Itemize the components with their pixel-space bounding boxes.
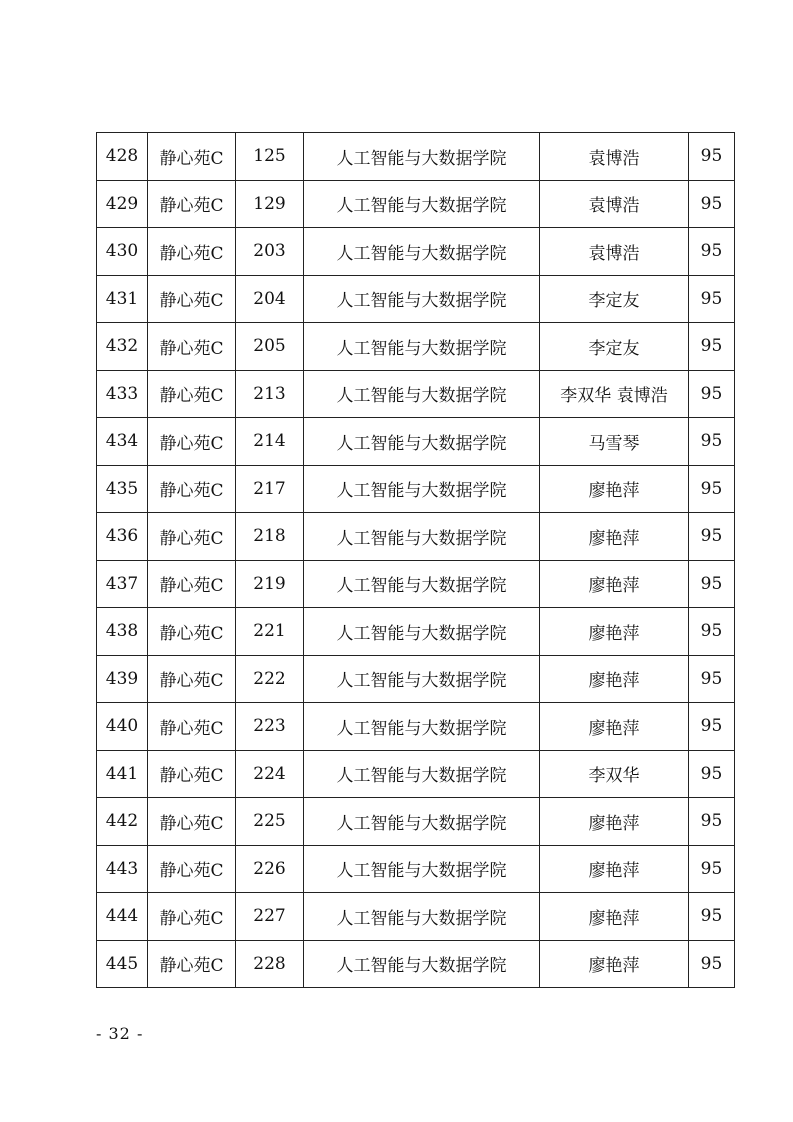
- college-cell: 人工智能与大数据学院: [304, 798, 540, 846]
- table-row: [97, 845, 735, 893]
- building-cell: 静心苑C: [148, 133, 236, 181]
- table-row: [97, 893, 735, 941]
- building-cell: 静心苑C: [148, 655, 236, 703]
- table-row: [97, 418, 735, 466]
- college-cell: 人工智能与大数据学院: [304, 180, 540, 228]
- college-cell: 人工智能与大数据学院: [304, 133, 540, 181]
- table-body: [97, 133, 735, 988]
- table-row: [97, 655, 735, 703]
- counselor-cell: 廖艳萍: [540, 893, 689, 941]
- score-cell: 95: [689, 893, 735, 941]
- table-row: [97, 940, 735, 988]
- score-cell: 95: [689, 418, 735, 466]
- college-cell: 人工智能与大数据学院: [304, 750, 540, 798]
- building-cell: 静心苑C: [148, 228, 236, 276]
- building-cell: 静心苑C: [148, 560, 236, 608]
- score-cell: 95: [689, 370, 735, 418]
- score-cell: 95: [689, 750, 735, 798]
- table-row: [97, 323, 735, 371]
- counselor-cell: 廖艳萍: [540, 845, 689, 893]
- score-cell: 95: [689, 133, 735, 181]
- row-number-cell: 440: [97, 703, 148, 751]
- counselor-cell: 廖艳萍: [540, 608, 689, 656]
- counselor-cell: 袁博浩: [540, 228, 689, 276]
- counselor-cell: 廖艳萍: [540, 798, 689, 846]
- room-number-cell: 219: [236, 560, 304, 608]
- building-cell: 静心苑C: [148, 798, 236, 846]
- score-cell: 95: [689, 323, 735, 371]
- row-number-cell: 434: [97, 418, 148, 466]
- building-cell: 静心苑C: [148, 513, 236, 561]
- row-number-cell: 444: [97, 893, 148, 941]
- room-number-cell: 223: [236, 703, 304, 751]
- building-cell: 静心苑C: [148, 940, 236, 988]
- room-number-cell: 225: [236, 798, 304, 846]
- counselor-cell: 马雪琴: [540, 418, 689, 466]
- row-number-cell: 437: [97, 560, 148, 608]
- counselor-cell: 李定友: [540, 323, 689, 371]
- table-row: [97, 703, 735, 751]
- row-number-cell: 438: [97, 608, 148, 656]
- building-cell: 静心苑C: [148, 893, 236, 941]
- room-number-cell: 204: [236, 275, 304, 323]
- table-row: [97, 798, 735, 846]
- building-cell: 静心苑C: [148, 323, 236, 371]
- room-number-cell: 129: [236, 180, 304, 228]
- row-number-cell: 442: [97, 798, 148, 846]
- table-row: [97, 180, 735, 228]
- score-cell: 95: [689, 655, 735, 703]
- row-number-cell: 436: [97, 513, 148, 561]
- score-cell: 95: [689, 845, 735, 893]
- room-number-cell: 214: [236, 418, 304, 466]
- college-cell: 人工智能与大数据学院: [304, 275, 540, 323]
- college-cell: 人工智能与大数据学院: [304, 608, 540, 656]
- room-number-cell: 205: [236, 323, 304, 371]
- page-number: - 32 -: [96, 1024, 144, 1043]
- row-number-cell: 441: [97, 750, 148, 798]
- row-number-cell: 445: [97, 940, 148, 988]
- college-cell: 人工智能与大数据学院: [304, 465, 540, 513]
- table-row: [97, 750, 735, 798]
- college-cell: 人工智能与大数据学院: [304, 228, 540, 276]
- building-cell: 静心苑C: [148, 465, 236, 513]
- room-number-cell: 228: [236, 940, 304, 988]
- college-cell: 人工智能与大数据学院: [304, 323, 540, 371]
- row-number-cell: 439: [97, 655, 148, 703]
- college-cell: 人工智能与大数据学院: [304, 418, 540, 466]
- dormitory-score-table: [96, 132, 735, 988]
- score-cell: 95: [689, 560, 735, 608]
- score-cell: 95: [689, 940, 735, 988]
- score-cell: 95: [689, 608, 735, 656]
- room-number-cell: 222: [236, 655, 304, 703]
- score-cell: 95: [689, 513, 735, 561]
- room-number-cell: 125: [236, 133, 304, 181]
- table-row: [97, 370, 735, 418]
- row-number-cell: 431: [97, 275, 148, 323]
- counselor-cell: 廖艳萍: [540, 940, 689, 988]
- score-cell: 95: [689, 228, 735, 276]
- building-cell: 静心苑C: [148, 845, 236, 893]
- counselor-cell: 袁博浩: [540, 133, 689, 181]
- building-cell: 静心苑C: [148, 370, 236, 418]
- room-number-cell: 217: [236, 465, 304, 513]
- counselor-cell: 李定友: [540, 275, 689, 323]
- building-cell: 静心苑C: [148, 750, 236, 798]
- building-cell: 静心苑C: [148, 608, 236, 656]
- row-number-cell: 443: [97, 845, 148, 893]
- score-cell: 95: [689, 703, 735, 751]
- room-number-cell: 221: [236, 608, 304, 656]
- score-cell: 95: [689, 180, 735, 228]
- room-number-cell: 218: [236, 513, 304, 561]
- row-number-cell: 433: [97, 370, 148, 418]
- college-cell: 人工智能与大数据学院: [304, 513, 540, 561]
- building-cell: 静心苑C: [148, 703, 236, 751]
- counselor-cell: 廖艳萍: [540, 465, 689, 513]
- college-cell: 人工智能与大数据学院: [304, 940, 540, 988]
- counselor-cell: 廖艳萍: [540, 560, 689, 608]
- row-number-cell: 435: [97, 465, 148, 513]
- table-row: [97, 228, 735, 276]
- row-number-cell: 430: [97, 228, 148, 276]
- room-number-cell: 224: [236, 750, 304, 798]
- score-cell: 95: [689, 465, 735, 513]
- room-number-cell: 203: [236, 228, 304, 276]
- counselor-cell: 李双华 袁博浩: [540, 370, 689, 418]
- building-cell: 静心苑C: [148, 180, 236, 228]
- counselor-cell: 廖艳萍: [540, 655, 689, 703]
- table-row: [97, 133, 735, 181]
- room-number-cell: 213: [236, 370, 304, 418]
- row-number-cell: 429: [97, 180, 148, 228]
- row-number-cell: 428: [97, 133, 148, 181]
- room-number-cell: 226: [236, 845, 304, 893]
- college-cell: 人工智能与大数据学院: [304, 655, 540, 703]
- counselor-cell: 廖艳萍: [540, 513, 689, 561]
- counselor-cell: 廖艳萍: [540, 703, 689, 751]
- table-row: [97, 465, 735, 513]
- building-cell: 静心苑C: [148, 275, 236, 323]
- college-cell: 人工智能与大数据学院: [304, 893, 540, 941]
- table-row: [97, 560, 735, 608]
- college-cell: 人工智能与大数据学院: [304, 370, 540, 418]
- table-row: [97, 275, 735, 323]
- table-row: [97, 608, 735, 656]
- counselor-cell: 李双华: [540, 750, 689, 798]
- room-number-cell: 227: [236, 893, 304, 941]
- table-row: [97, 513, 735, 561]
- college-cell: 人工智能与大数据学院: [304, 703, 540, 751]
- college-cell: 人工智能与大数据学院: [304, 845, 540, 893]
- score-cell: 95: [689, 275, 735, 323]
- counselor-cell: 袁博浩: [540, 180, 689, 228]
- college-cell: 人工智能与大数据学院: [304, 560, 540, 608]
- building-cell: 静心苑C: [148, 418, 236, 466]
- score-cell: 95: [689, 798, 735, 846]
- row-number-cell: 432: [97, 323, 148, 371]
